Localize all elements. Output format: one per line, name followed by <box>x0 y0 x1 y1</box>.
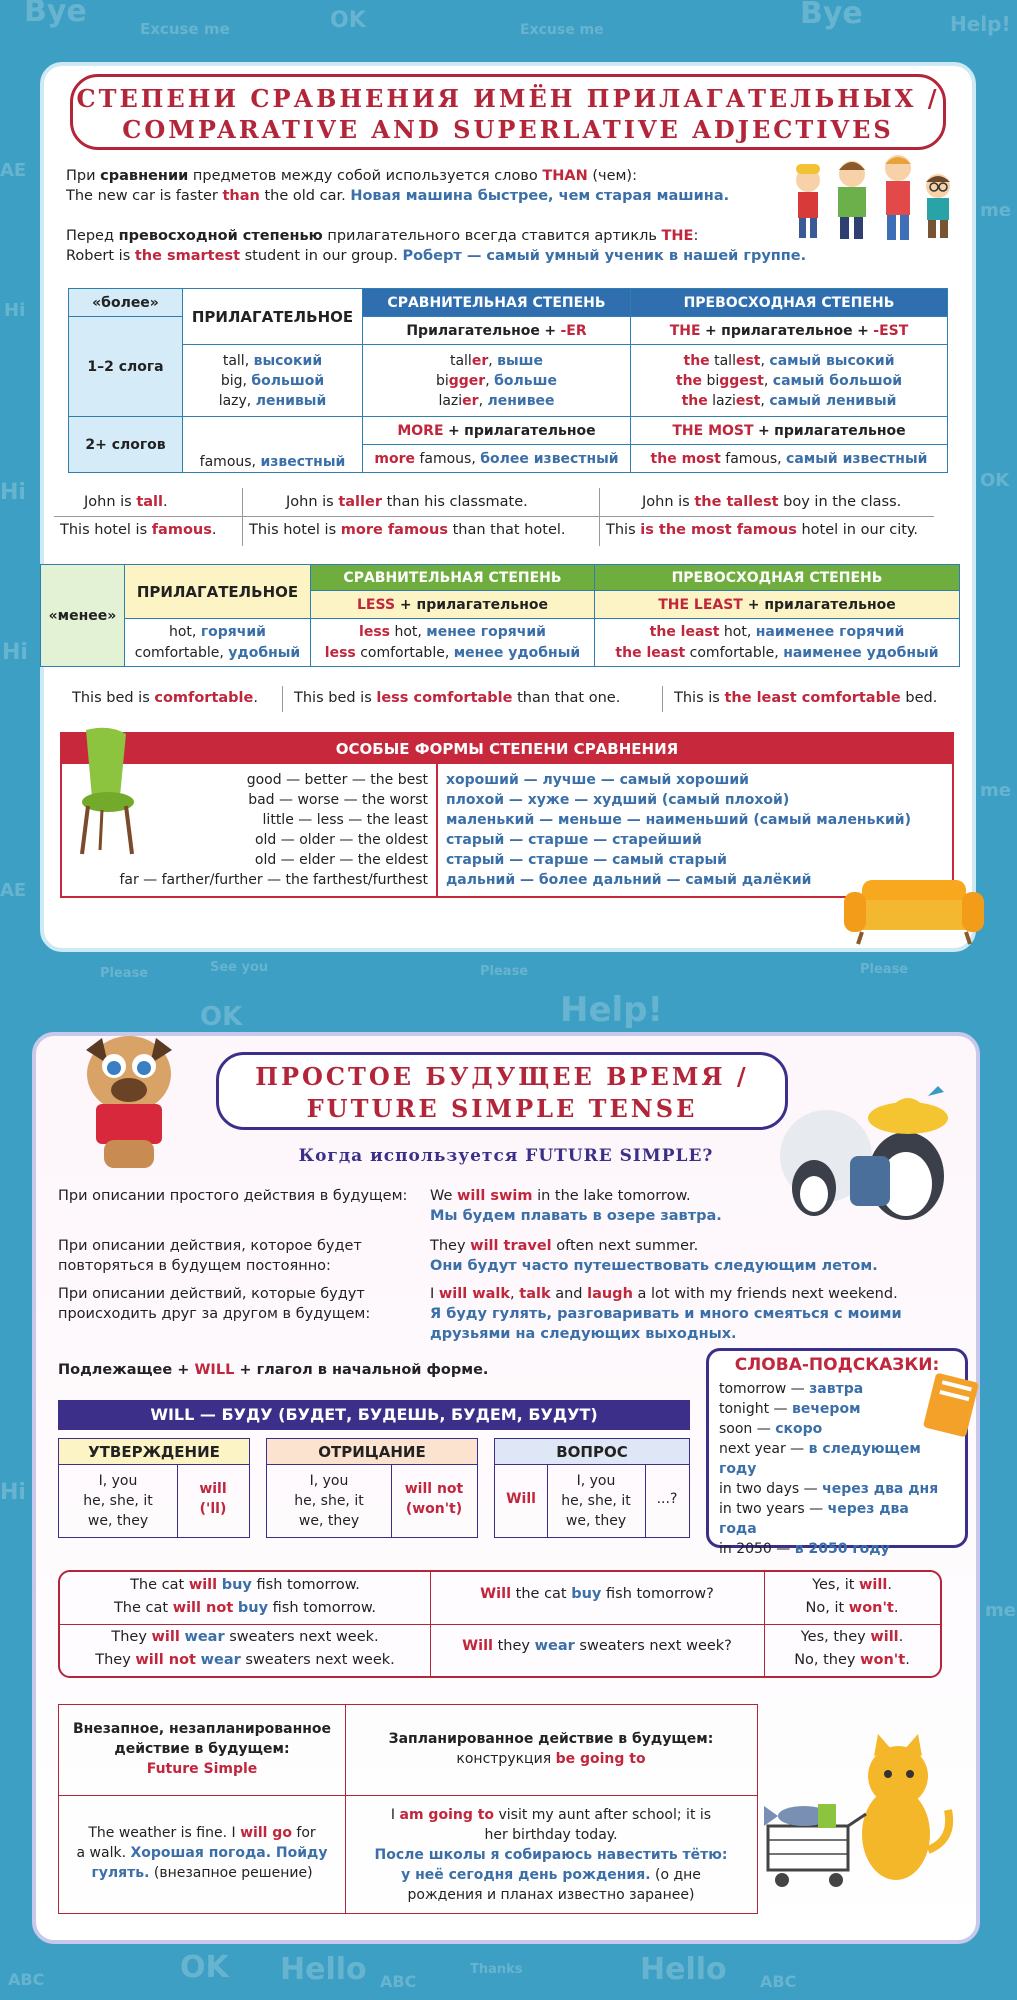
superlative-examples: the least hot, наименее горячий the least comfortable, наименее удобный <box>595 619 960 667</box>
affirm-neg-examples: The cat will buy fish tomorrow. The cat will not buy fish tomorrow. They will wear sweaters next week. They will not wear sweaters next week. <box>95 1577 395 1668</box>
notebook-icon <box>921 1371 981 1441</box>
question-block <box>494 1438 690 1538</box>
comparative-examples: less hot, менее горячий less comfortable, менее удобный <box>311 619 595 667</box>
bg-word: Bye <box>24 0 87 29</box>
bg-word: Hello <box>640 1952 727 1987</box>
superlative-header: ПРЕВОСХОДНАЯ СТЕПЕНЬ <box>595 565 960 591</box>
less-rule: LESS + прилагательное <box>311 591 595 619</box>
bg-word: me <box>980 780 1011 801</box>
bg-word: ABC <box>8 1970 45 1989</box>
special-forms-title: ОСОБЫЕ ФОРМЫ СТЕПЕНИ СРАВНЕНИЯ <box>62 734 952 764</box>
adjective-header: ПРИЛАГАТЕЛЬНОЕ <box>183 289 363 345</box>
bg-word: See you <box>210 960 269 975</box>
use-description: При описании действия, которое будет <box>58 1238 362 1254</box>
formula: Подлежащее + WILL + глагол в начальной форме. <box>58 1362 489 1378</box>
syllables-label: 2+ слогов <box>69 417 183 473</box>
superlative-header: ПРЕВОСХОДНАЯ СТЕПЕНЬ <box>631 289 948 317</box>
bg-word: Hi <box>4 300 26 321</box>
bg-word: me <box>980 200 1011 221</box>
bg-word: me <box>985 1600 1016 1621</box>
pronouns: I, you he, she, it we, they <box>83 1473 153 1529</box>
more-rule: MORE + прилагательное <box>363 417 631 445</box>
most-rule: THE MOST + прилагательное <box>631 417 948 445</box>
question-example: Will the cat buy fish tomorrow? <box>480 1586 714 1602</box>
question-header: ВОПРОС <box>495 1439 689 1465</box>
planned-header: Запланированное действие в будущем: конструкция be going to <box>388 1731 714 1767</box>
examples-grid-1 <box>54 488 954 546</box>
will-not-form: will not (won't) <box>404 1481 464 1517</box>
compare-table <box>58 1704 758 1914</box>
use-translation: Я буду гулять, разговаривать и много смеяться с моими <box>430 1306 902 1322</box>
special-forms-box <box>60 732 954 898</box>
bg-word: OK <box>200 1002 243 1032</box>
comparative-header: СРАВНИТЕЛЬНАЯ СТЕПЕНЬ <box>311 565 595 591</box>
use-translation: Мы будем плавать в озере завтра. <box>430 1208 722 1224</box>
least-rule: THE LEAST + прилагательное <box>595 591 960 619</box>
bg-word: Please <box>860 962 909 977</box>
will-question-form: Will <box>506 1491 536 1507</box>
use-translation: Они будут часто путешествовать следующим летом. <box>430 1258 878 1274</box>
most-famous: the most famous, самый известный <box>631 445 948 473</box>
bg-word: AE <box>0 880 27 901</box>
use-description: При описании простого действия в будущем: <box>58 1188 408 1204</box>
intro-line-4: Robert is the smartest student in our group. Роберт — самый умный ученик в нашей группе. <box>66 248 807 264</box>
less-label: «менее» <box>41 565 125 667</box>
future-simple-panel <box>32 1032 980 1944</box>
intro-line-1: При сравнении предметов между собой используется слово THAN (чем): <box>66 168 637 184</box>
page-title <box>216 1052 788 1130</box>
adjective-header: ПРИЛАГАТЕЛЬНОЕ <box>125 565 311 619</box>
use-translation: друзьями на следующих выходных. <box>430 1326 737 1342</box>
hints-box <box>706 1348 968 1557</box>
sofa-icon <box>844 874 984 946</box>
example: This bed is less comfortable than that one. <box>294 690 621 706</box>
bg-word: Hello <box>280 1952 367 1987</box>
children-illustration-icon <box>786 150 966 242</box>
adjective-famous: famous, известный <box>183 417 363 473</box>
superlative-examples: the tallest, самый высокий the biggest, самый большой the laziest, самый ленивый <box>631 345 948 417</box>
bg-word: OK <box>330 8 366 33</box>
negative-header: ОТРИЦАНИЕ <box>267 1439 477 1465</box>
unplanned-header: Внезапное, незапланированное действие в будущем: Future Simple <box>72 1721 332 1777</box>
will-form: will ('ll) <box>199 1481 227 1517</box>
example: This bed is comfortable. <box>72 690 258 706</box>
short-answers: Yes, it will. No, it won't. Yes, they will. No, they won't. <box>794 1577 910 1668</box>
special-forms-english: good — better — the best bad — worse — the worst little — less — the least old — older — the oldest old — elder — the eldest far — farther/further — the farthest/furthest <box>119 772 428 888</box>
hints-title: СЛОВА-ПОДСКАЗКИ: <box>734 1355 940 1375</box>
negative-block <box>266 1438 478 1538</box>
example: John is taller than his classmate. <box>286 494 528 510</box>
subtitle: Когда используется FUTURE SIMPLE? <box>298 1146 714 1166</box>
example: This hotel is famous. <box>60 522 217 538</box>
bg-word: Excuse me <box>140 20 230 38</box>
more-famous: more famous, более известный <box>363 445 631 473</box>
dog-with-book-icon <box>74 1030 184 1178</box>
will-table-title: WILL — БУДУ (БУДЕТ, БУДЕШЬ, БУДЕМ, БУДУТ) <box>58 1400 690 1430</box>
penguins-icon <box>756 1076 956 1226</box>
syllables-label: 1–2 слога <box>69 317 183 417</box>
bg-word: Help! <box>560 990 664 1030</box>
comparative-header: СРАВНИТЕЛЬНАЯ СТЕПЕНЬ <box>363 289 631 317</box>
affirmative-header: УТВЕРЖДЕНИЕ <box>59 1439 249 1465</box>
page-title <box>70 74 946 150</box>
special-forms-russian: хороший — лучше — самый хороший плохой — хуже — худший (самый плохой) маленький — меньше — наименьший (самый маленький) старый — старше — старейший старый — старше — самый старый дальний — более дальний — самый далёкий <box>446 772 911 888</box>
comparative-rule: Прилагательное + -ER <box>363 317 631 345</box>
bg-word: Hi <box>0 480 26 505</box>
adjective-examples: hot, горячий comfortable, удобный <box>125 619 311 667</box>
bg-word: Bye <box>800 0 863 31</box>
title-line: FUTURE SIMPLE TENSE <box>306 1094 698 1123</box>
use-description: повторяться в будущем постоянно: <box>58 1258 331 1274</box>
intro-line-2: The new car is faster than the old car. Новая машина быстрее, чем старая машина. <box>66 188 730 204</box>
title-line: ПРОСТОЕ БУДУЩЕЕ ВРЕМЯ / <box>255 1062 749 1091</box>
bg-word: ABC <box>760 1972 797 1991</box>
pronouns: I, you he, she, it we, they <box>561 1473 631 1529</box>
more-comparison-table <box>68 288 948 473</box>
title-line: СТЕПЕНИ СРАВНЕНИЯ ИМЁН ПРИЛАГАТЕЛЬНЫХ / <box>76 84 940 113</box>
example: This is the most famous hotel in our city. <box>606 522 919 538</box>
bg-word: OK <box>180 1950 229 1985</box>
examples-box <box>58 1570 942 1678</box>
bg-word: Please <box>100 966 149 981</box>
examples-row-2 <box>54 686 954 714</box>
title-line: COMPARATIVE AND SUPERLATIVE ADJECTIVES <box>122 115 894 144</box>
bg-word: Hi <box>2 640 28 665</box>
unplanned-example: The weather is fine. I will go for a walk. Хорошая погода. Пойду гулять. (внезапное решение) <box>76 1825 328 1881</box>
bg-word: OK <box>980 470 1010 491</box>
bg-word: Excuse me <box>520 22 604 38</box>
comparative-examples: taller, выше bigger, больше lazier, ленивее <box>363 345 631 417</box>
hints-list: tomorrow — завтра tonight — вечером soon — скоро next year — в следующем году in two days — через два дня in two years — через два года in 2050 — в 2050 году <box>719 1381 939 1557</box>
example: John is the tallest boy in the class. <box>642 494 902 510</box>
superlative-rule: THE + прилагательное + -EST <box>631 317 948 345</box>
pronouns: I, you he, she, it we, they <box>294 1473 364 1529</box>
cat-with-cart-icon <box>758 1730 958 1910</box>
adjectives-panel <box>40 62 976 952</box>
bg-word: ABC <box>380 1972 417 1991</box>
use-description: происходить друг за другом в будущем: <box>58 1306 371 1322</box>
intro-line-3: Перед превосходной степенью прилагательного всегда ставится артикль THE: <box>66 228 699 244</box>
use-description: При описании действий, которые будут <box>58 1286 365 1302</box>
chair-icon <box>74 726 144 856</box>
bg-word: AE <box>0 160 27 181</box>
use-example: They will travel often next summer. <box>430 1238 699 1254</box>
question-example: Will they wear sweaters next week? <box>462 1638 732 1654</box>
bg-word: Hi <box>0 1480 26 1505</box>
bg-word: Thanks <box>470 1962 523 1977</box>
less-comparison-table <box>40 564 960 667</box>
example: John is tall. <box>84 494 168 510</box>
adjective-examples: tall, высокий big, большой lazy, ленивый <box>183 345 363 417</box>
affirmative-block <box>58 1438 250 1538</box>
bg-word: Help! <box>950 12 1011 36</box>
example: This is the least comfortable bed. <box>674 690 938 706</box>
planned-example: I am going to visit my aunt after school; it is her birthday today. После школы я собираюсь навестить тётю: у неё сегодня день рождения. (о дне рождения и планах известно заранее) <box>374 1807 728 1903</box>
use-example: We will swim in the lake tomorrow. <box>430 1188 691 1204</box>
bg-word: Please <box>480 964 529 979</box>
question-mark: ...? <box>656 1491 678 1507</box>
use-example: I will walk, talk and laugh a lot with my friends next weekend. <box>430 1286 898 1302</box>
example: This hotel is more famous than that hotel. <box>249 522 566 538</box>
more-label: «более» <box>69 289 183 317</box>
